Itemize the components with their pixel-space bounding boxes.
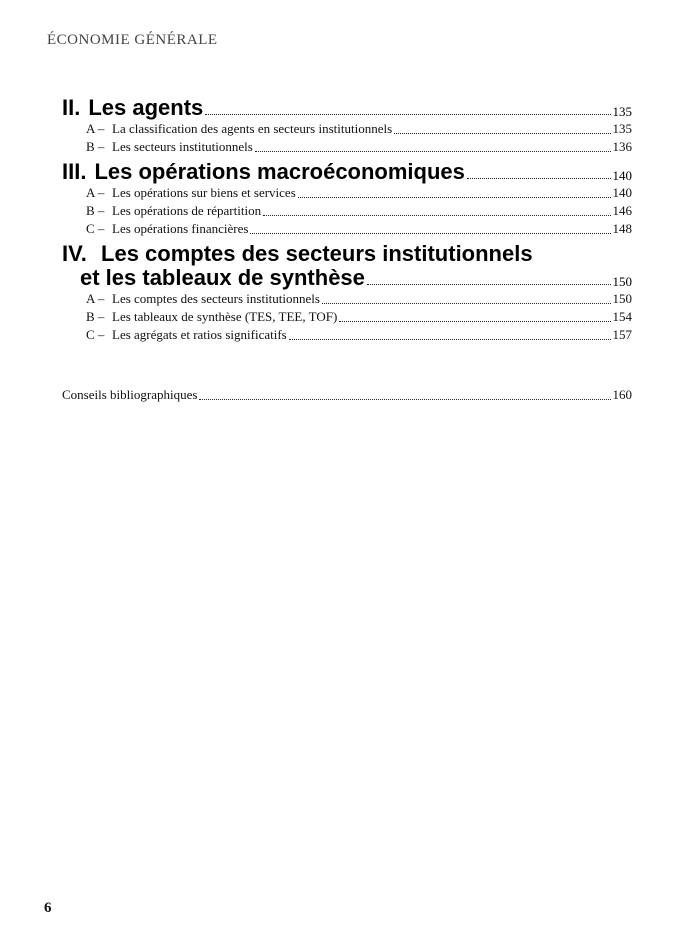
dot-leader bbox=[250, 233, 610, 234]
entry-page: 150 bbox=[612, 291, 632, 306]
dot-leader bbox=[339, 321, 610, 322]
section-page: 140 bbox=[612, 168, 632, 183]
section-heading[interactable] bbox=[62, 96, 632, 120]
section-heading[interactable] bbox=[62, 242, 632, 290]
entry-page: 154 bbox=[612, 309, 632, 324]
bibliography-text: Conseils bibliographiques bbox=[62, 387, 198, 402]
section-page: 150 bbox=[612, 274, 632, 289]
entry-letter: A – bbox=[86, 185, 105, 200]
running-header: ÉCONOMIE GÉNÉRALE bbox=[47, 32, 218, 48]
dot-leader bbox=[367, 284, 611, 285]
toc-section-ii bbox=[62, 96, 632, 156]
toc-entry[interactable] bbox=[62, 184, 632, 202]
section-title-line-1 bbox=[62, 242, 632, 266]
section-number: III. bbox=[62, 159, 87, 184]
section-title-continued: et les tableaux de synthèse bbox=[80, 265, 365, 290]
section-title: Les opérations macroéconomiques bbox=[94, 159, 465, 184]
dot-leader bbox=[263, 215, 610, 216]
toc-section-iv bbox=[62, 242, 632, 344]
entry-text: Les comptes des secteurs institutionnels bbox=[112, 291, 320, 306]
table-of-contents bbox=[62, 96, 632, 404]
dot-leader bbox=[205, 114, 610, 115]
toc-entry[interactable] bbox=[62, 138, 632, 156]
page-number: 6 bbox=[44, 900, 52, 916]
dot-leader bbox=[298, 197, 611, 198]
entry-page: 157 bbox=[612, 327, 632, 342]
entry-letter: A – bbox=[86, 121, 105, 136]
entry-letter: A – bbox=[86, 291, 105, 306]
section-title-line-2 bbox=[62, 266, 632, 290]
entry-letter: B – bbox=[86, 139, 105, 154]
toc-entry[interactable] bbox=[62, 290, 632, 308]
section-page: 135 bbox=[612, 104, 632, 119]
entry-text: Les secteurs institutionnels bbox=[112, 139, 253, 154]
dot-leader bbox=[199, 399, 610, 400]
entry-page: 148 bbox=[612, 221, 632, 236]
entry-page: 146 bbox=[612, 203, 632, 218]
entry-text: Les opérations sur biens et services bbox=[112, 185, 296, 200]
toc-entry[interactable] bbox=[62, 120, 632, 138]
entry-text: Les agrégats et ratios significatifs bbox=[112, 327, 287, 342]
toc-entry[interactable] bbox=[62, 308, 632, 326]
entry-page: 140 bbox=[612, 185, 632, 200]
toc-section-iii bbox=[62, 160, 632, 238]
dot-leader bbox=[255, 151, 611, 152]
entry-letter: B – bbox=[86, 203, 105, 218]
toc-entry[interactable] bbox=[62, 220, 632, 238]
dot-leader bbox=[289, 339, 611, 340]
section-title: Les comptes des secteurs institutionnels bbox=[101, 241, 533, 266]
entry-text: Les opérations financières bbox=[112, 221, 249, 236]
entry-page: 136 bbox=[612, 139, 632, 154]
dot-leader bbox=[394, 133, 610, 134]
entry-letter: B – bbox=[86, 309, 105, 324]
toc-entry[interactable] bbox=[62, 202, 632, 220]
section-number: II. bbox=[62, 95, 81, 120]
section-number: IV. bbox=[62, 241, 87, 266]
toc-bibliography[interactable] bbox=[62, 386, 632, 404]
bibliography-page: 160 bbox=[612, 387, 632, 402]
section-heading[interactable] bbox=[62, 160, 632, 184]
entry-text: La classification des agents en secteurs institutionnels bbox=[112, 121, 393, 136]
entry-text: Les tableaux de synthèse (TES, TEE, TOF) bbox=[112, 309, 338, 324]
entry-text: Les opérations de répartition bbox=[112, 203, 262, 218]
entry-letter: C – bbox=[86, 221, 105, 236]
entry-page: 135 bbox=[612, 121, 632, 136]
entry-letter: C – bbox=[86, 327, 105, 342]
section-title: Les agents bbox=[88, 95, 204, 120]
dot-leader bbox=[467, 178, 611, 179]
toc-entry[interactable] bbox=[62, 326, 632, 344]
dot-leader bbox=[322, 303, 611, 304]
